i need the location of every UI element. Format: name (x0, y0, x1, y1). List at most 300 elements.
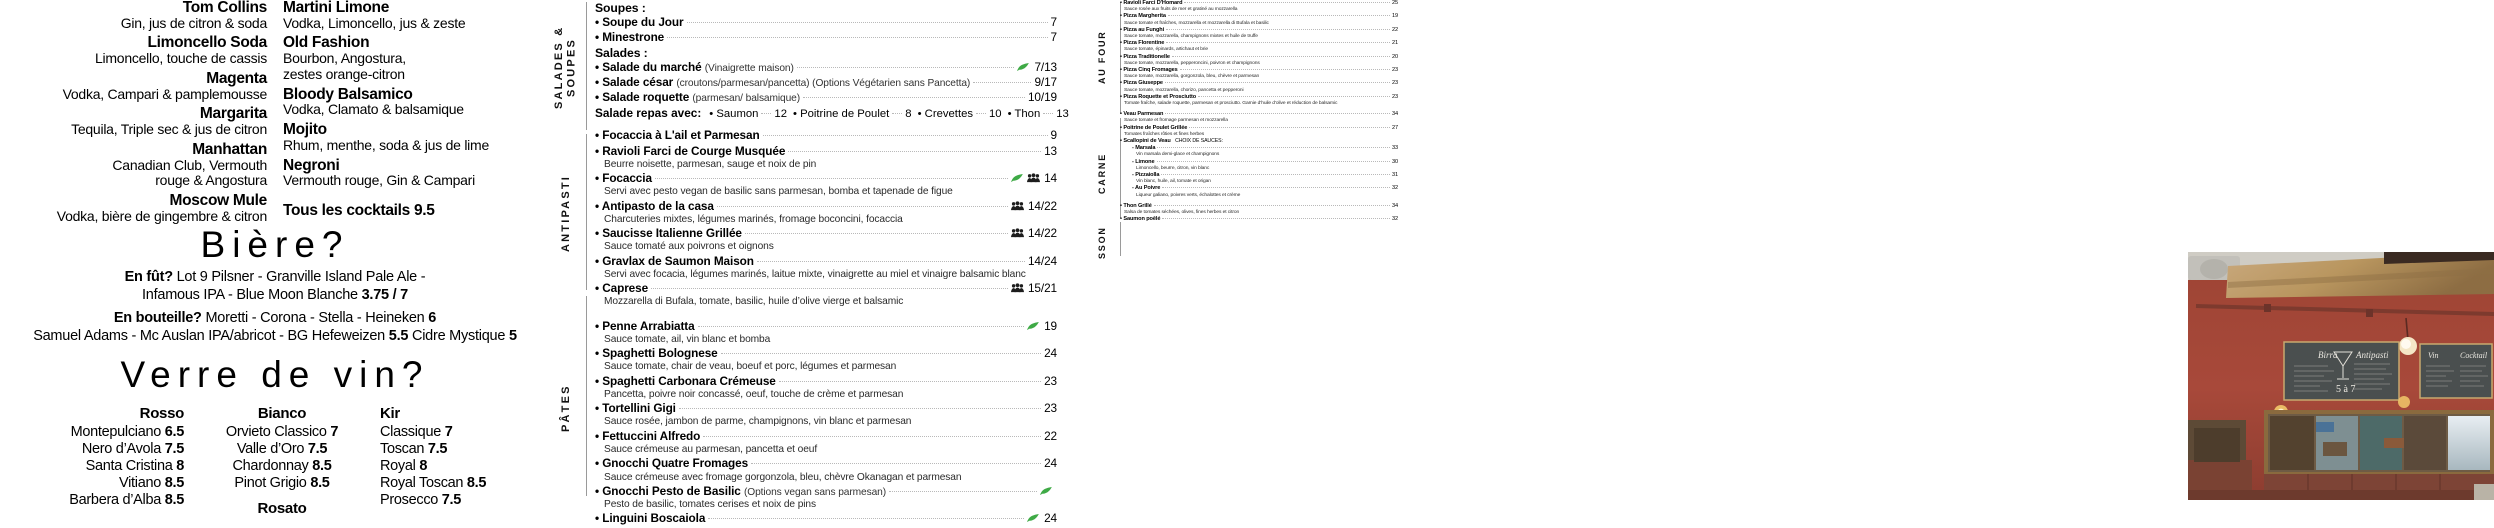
wine-name: Valle d’Oro (236, 440, 305, 457)
menu-item-note: (parmesan/ balsamique) (692, 93, 801, 105)
beer-draft-line-1 (0, 268, 550, 286)
leader-dots (779, 381, 1041, 382)
leader-dots (1043, 113, 1053, 114)
beer-draft-text-2: Infamous IPA - Blue Moon Blanche (142, 287, 358, 304)
menu-item (595, 60, 1057, 75)
menu-item (595, 484, 1057, 512)
leader-dots (1165, 82, 1390, 83)
drinks-panel (0, 0, 550, 518)
divider-pates (586, 296, 587, 496)
menu-item-icons (1027, 319, 1040, 329)
menu-item-description: Sauce tomate et fromage parmesan et mozzarella (1124, 118, 1228, 124)
menu-item-row (595, 171, 1057, 186)
side-tab-salades-soupes: SALADES & SOUPES (553, 25, 578, 109)
leader-dots (703, 436, 1041, 437)
menu-item-price: 9/17 (1034, 75, 1057, 90)
menu-item (1120, 216, 1398, 223)
menu-item-price: 14/22 (1011, 199, 1057, 214)
menu-item (595, 374, 1057, 402)
menu-item-name: - Limone (1132, 158, 1155, 165)
menu-item-name: • Veau Parmesan (1120, 111, 1164, 118)
menu-item-icons (1027, 511, 1040, 521)
leader-dots (1157, 161, 1390, 162)
wine-name: Vitiano (119, 475, 161, 492)
vegan-leaf-icon (1040, 485, 1053, 495)
cocktail-description: Vodka, Clamato & balsamique (283, 101, 464, 118)
leader-dots (1157, 147, 1390, 148)
menu-item (595, 226, 1057, 254)
menu-item-row (595, 401, 1057, 416)
menu-item-note: (Options vegan sans parmesan) (743, 486, 887, 498)
wine-row (0, 441, 184, 458)
menu-item-description: Sauce tomate, mozzarella, pepperoncini, poivron et champignons (1124, 60, 1260, 66)
menu-item-price: 32 (1391, 216, 1398, 223)
menu-item-price: 27 (1391, 124, 1398, 131)
beer-bottle-text-2: Samuel Adams - Mc Auslan IPA/abricot - BG Hefeweizen (33, 328, 385, 345)
menu-item (595, 401, 1057, 429)
salades-heading: Salades : (595, 46, 648, 61)
cider-price: 5 (508, 328, 517, 345)
beer-bottle-text-1: Moretti - Corona - Stella - Heineken (205, 310, 425, 327)
right-menu-panel (1094, 0, 2488, 500)
menu-item-row (1120, 27, 1398, 34)
cocktail-name: Limoncello Soda (147, 34, 267, 52)
menu-item-name: • Spaghetti Carbonara Crémeuse (595, 373, 776, 388)
menu-item-row (595, 199, 1057, 214)
menu-item-description: Mozzarella di Bufala, tomate, basilic, huile d’olive vierge et balsamic (604, 296, 904, 308)
salade-repas-option (1008, 108, 1069, 120)
menu-item-row (1120, 216, 1398, 223)
wine-name: Santa Cristina (85, 457, 173, 474)
wine-name: Barbera d’Alba (69, 492, 161, 509)
menu-item-description: Vin blanc, huile, ail, tomate et origan (1136, 179, 1211, 185)
leader-dots (803, 97, 1025, 98)
beer-draft-text-1: Lot 9 Pilsner - Granville Island Pale Ale - (176, 269, 426, 285)
menu-item (595, 75, 1057, 90)
menu-item (1120, 0, 1398, 13)
cocktail-description: Limoncello, touche de cassis (95, 50, 267, 67)
menu-item (595, 171, 1057, 199)
beer-bottle-label: En bouteille? (113, 310, 202, 327)
menu-item-row (1120, 80, 1398, 87)
cocktail-item (8, 71, 267, 102)
cocktail-name: Old Fashion (283, 34, 370, 52)
wine-name: Toscan (380, 440, 425, 457)
menu-item-name: • Penne Arrabiatta (595, 318, 695, 333)
wine-price: 8.5 (164, 492, 184, 509)
beer-bottle-line-1 (0, 309, 550, 327)
pates-section (595, 319, 1057, 527)
wine-category-heading: Kir (380, 405, 400, 422)
cocktail-item (8, 142, 267, 189)
side-tab-antipasti: ANTIPASTI (560, 174, 572, 252)
wine-row (196, 441, 368, 458)
cocktail-description: Vodka, Limoncello, jus & zeste (283, 14, 466, 31)
menu-item-name: • Minestrone (595, 30, 665, 45)
menu-item-description: Sauce tomate, mozzarella, chorizo, pancetta et pepperoni (1124, 87, 1244, 93)
wine-name: Classique (380, 423, 441, 440)
scallopini-sauce-item (1132, 172, 1398, 185)
leader-dots (745, 233, 1008, 234)
option-price: 8 (905, 108, 912, 121)
menu-item-price: 23 (1391, 80, 1398, 87)
cocktail-description: Gin, jus de citron & soda (120, 14, 267, 31)
salades-section (595, 46, 1069, 121)
menu-item-name: • Gnocchi Pesto de Basilic (Options vegan sans parmesan) (595, 483, 887, 498)
menu-item-row (595, 281, 1057, 296)
cocktail-name: Mojito (283, 121, 327, 139)
wine-name: Orvieto Classico (225, 423, 327, 440)
wine-row (196, 475, 368, 492)
menu-item-description: Sauce crémeuse au parmesan, pancetta et oeuf (604, 443, 818, 455)
wine-row (380, 424, 550, 441)
leader-dots (889, 491, 1037, 492)
beer-bottle-price-2: 5.5 (388, 328, 409, 345)
wine-row (380, 492, 550, 509)
wine-row (196, 458, 368, 475)
menu-item (595, 199, 1057, 227)
menu-item-price: 7 (1050, 15, 1057, 29)
menu-item (595, 254, 1057, 282)
menu-item-description: Sauce rosée, jambon de parme, champignons, vin blanc et parmesan (604, 416, 912, 428)
leader-dots (687, 22, 1048, 23)
menu-item (1120, 13, 1398, 26)
wine-row (0, 492, 184, 509)
menu-item-name: • Pizza au Funghi (1120, 26, 1165, 33)
leader-dots (757, 261, 1025, 262)
menu-item-price: 23 (1044, 401, 1057, 416)
menu-item-name: • Spaghetti Bolognese (595, 346, 718, 361)
shareable-group-icon (1011, 282, 1024, 292)
antipasti-section (595, 128, 1057, 308)
menu-item (595, 90, 1057, 105)
wine-name: Royal (380, 457, 416, 474)
menu-item-price: 20 (1391, 53, 1398, 60)
menu-item-description: Limoncello, beurre, citron, vin blanc (1136, 165, 1210, 171)
menu-item (595, 15, 1057, 30)
wine-row (380, 441, 550, 458)
leader-dots (892, 113, 902, 114)
scallopini-header-row (1120, 138, 1398, 145)
menu-item-name: - Marsala (1132, 145, 1156, 152)
menu-item-name: • Saumon poêlé (1120, 216, 1161, 223)
option-name: • Saumon (709, 108, 759, 121)
wine-row (0, 458, 184, 475)
menu-item-row (595, 226, 1057, 241)
menu-item-icons (1017, 60, 1030, 70)
menu-item-name: • Pizza Florentine (1120, 40, 1165, 47)
leader-dots (973, 82, 1031, 83)
menu-item-name: • Soupe du Jour (595, 15, 684, 29)
menu-item-name: • Fettuccini Alfredo (595, 428, 701, 443)
menu-item-icons (1011, 199, 1024, 209)
menu-item-price: 10/19 (1027, 90, 1057, 105)
menu-item-icons (1011, 281, 1024, 291)
leader-dots (1168, 15, 1390, 16)
salade-repas-option (709, 108, 787, 120)
cocktail-description: Canadian Club, Vermouth rouge & Angostura (112, 156, 267, 189)
wine-price: 8.5 (312, 457, 332, 474)
menu-item-price: 9 (1050, 128, 1057, 143)
menu-item-name: • Pizza Margherita (1120, 13, 1166, 20)
cocktail-item (283, 0, 542, 31)
leader-dots (698, 326, 1025, 327)
wine-subcategory-heading: Rosato (257, 500, 307, 518)
wine-price: 7.5 (307, 440, 328, 457)
wine-price: 8 (419, 457, 428, 474)
menu-item (595, 511, 1057, 526)
cocktail-name: Martini Limone (283, 0, 390, 16)
cocktail-item (8, 106, 267, 137)
menu-item-row (1120, 13, 1398, 20)
menu-item-price: 24 (1044, 456, 1057, 471)
menu-item-price: 13 (1044, 143, 1057, 158)
cocktail-name: Manhattan (192, 140, 267, 158)
wine-column-kir (368, 405, 550, 519)
menu-item-price: 21 (1391, 40, 1398, 47)
wine-price: 8 (176, 457, 184, 474)
scallopini-sauce-item (1132, 159, 1398, 172)
menu-item-price: 7 (1050, 30, 1057, 45)
cocktails-section (0, 0, 550, 222)
option-name: • Crevettes (917, 108, 974, 121)
menu-item-name: • Gravlax de Saumon Maison (595, 253, 754, 268)
menu-item-row (595, 484, 1057, 499)
wine-price: 7.5 (164, 440, 184, 457)
menu-item-description: Vin marsala demi-glace et champignons (1136, 152, 1220, 158)
cocktails-column-right (275, 0, 550, 222)
cocktails-column-left (0, 0, 275, 222)
menu-item-description: Pancetta, poivre noir concassé, oeuf, touche de crème et parmesan (604, 388, 904, 400)
cocktails-all-price: Tous les cocktails 9.5 (283, 202, 435, 220)
menu-item (1120, 67, 1398, 80)
wine-price: 8.5 (310, 475, 330, 492)
wine-row (0, 424, 184, 441)
leader-dots (797, 67, 1015, 68)
menu-item-description: Tomates fraîches rôties et fines herbes (1124, 131, 1205, 137)
menu-item (1120, 27, 1398, 40)
leader-dots (651, 288, 1008, 289)
menu-item-icons (1011, 226, 1024, 236)
menu-item-description: Liqueur galiano, poivres verts, échalottes et crème (1136, 192, 1241, 198)
leader-dots (763, 135, 1048, 136)
menu-item-name: • Focaccia (595, 171, 652, 186)
cocktail-name: Bloody Balsamico (283, 85, 413, 103)
menu-item-description: Sauce tomaté aux poivrons et oignons (604, 241, 774, 253)
menu-item-row (595, 346, 1057, 361)
menu-item-description: Servi avec focacia, légumes marinés, laitue mixte, vinaigrette au miel et vinaigre balsamic blanc (604, 268, 1026, 280)
menu-item-description: Sauce tomate et fraîches, mozzarella et mozzarella di Bufala et basilic (1124, 20, 1269, 26)
cocktail-name: Tom Collins (182, 0, 267, 16)
menu-item-row (1132, 159, 1398, 166)
menu-item-name: • Ravioli Farci de Courge Musquée (595, 143, 786, 158)
menu-item-price: 32 (1391, 185, 1398, 192)
leader-dots (1166, 42, 1390, 43)
scallopini-sauce-item (1132, 145, 1398, 158)
vegan-leaf-icon (1011, 172, 1024, 182)
shareable-group-icon (1011, 227, 1024, 237)
menu-item-price: 7/13 (1017, 60, 1057, 75)
menu-item-description: Salsa de tomates séchées, olives, fines herbes et citron (1124, 210, 1240, 215)
menu-item (595, 456, 1057, 484)
menu-item-description: Sauce tomate, mozzarella, champignons mixtes et huile de truffe (1124, 34, 1258, 40)
leader-dots (708, 518, 1024, 519)
cocktail-description: Rhum, menthe, soda & jus de lime (283, 136, 489, 153)
menu-item-note: (Vinaigrette maison) (704, 63, 794, 75)
scallopini-sauce-item (1132, 185, 1398, 198)
menu-item-description: Sauce tomate, épinards, artichaut et brie (1124, 47, 1208, 53)
leader-dots (788, 151, 1041, 152)
menu-item-row (595, 511, 1057, 526)
side-tab-pates: PÂTES (560, 384, 572, 432)
wine-row (380, 475, 550, 492)
cocktail-name: Magenta (206, 69, 267, 87)
scallopini-name: • Scallopini de Veau CHOIX DE SAUCES: (1120, 137, 1223, 144)
menu-item-price: 30 (1391, 158, 1398, 165)
menu-item (595, 281, 1057, 309)
beer-bottle-line-2 (0, 327, 550, 345)
beer-title: Bière? (200, 224, 350, 265)
wine-section (0, 356, 550, 519)
wine-category-heading: Rosso (139, 405, 184, 422)
shareable-group-icon (1027, 172, 1040, 182)
scallopini-sauce-label: CHOIX DE SAUCES: (1175, 137, 1223, 144)
cocktail-item (283, 122, 542, 153)
soupes-section (595, 1, 1057, 45)
svg-text:5 à 7: 5 à 7 (2336, 384, 2356, 395)
menu-item-row (595, 60, 1057, 75)
wine-row (380, 458, 550, 475)
menu-item (595, 30, 1057, 45)
leader-dots (1172, 56, 1390, 57)
menu-item-row (1132, 185, 1398, 192)
wine-name: Royal Toscan (380, 475, 464, 492)
wine-column-rosso (0, 405, 196, 519)
divider-antipasti (586, 134, 587, 290)
leader-dots (1180, 69, 1390, 70)
vegan-leaf-icon (1027, 320, 1040, 330)
menu-item-row (595, 319, 1057, 334)
menu-item-price: 14 (1011, 171, 1057, 186)
center-menu-panel (595, 0, 1069, 526)
menu-item-name: • Pizza Traditionelle (1120, 53, 1170, 60)
menu-item (1120, 94, 1398, 107)
menu-item-name: • Caprese (595, 281, 649, 296)
side-tab-au-four: AU FOUR (1097, 30, 1107, 84)
wine-price: 6.5 (164, 423, 184, 440)
menu-item-note: (croutons/parmesan/pancetta) (Options Végétarien sans Pancetta) (676, 78, 971, 90)
cocktail-item (283, 158, 542, 189)
wine-price: 7.5 (427, 440, 448, 457)
menu-item-name: • Salade césar (croutons/parmesan/pancetta) (Options Végétarien sans Pancetta) (595, 75, 971, 90)
menu-item-name: • Linguini Boscaiola (595, 511, 706, 526)
svg-text:Cocktail: Cocktail (2460, 351, 2488, 360)
menu-item-description: Sauce tomate, mozzarella, gorgonzola, bleu, chèvre et parmesan (1124, 74, 1260, 80)
leader-dots (1165, 113, 1390, 114)
menu-item-icons (1011, 171, 1040, 181)
leader-dots (721, 353, 1041, 354)
menu-item-price: 24 (1044, 346, 1057, 361)
option-price: 13 (1056, 108, 1069, 121)
wine-name: Montepulciano (70, 423, 161, 440)
cocktail-name: Margarita (199, 105, 267, 123)
menu-item (1120, 111, 1398, 124)
wine-row (0, 475, 184, 492)
right-items-list (1120, 0, 1400, 252)
beer-bottle-price-1: 6 (428, 310, 437, 327)
menu-item-name: • Pizza Cinq Fromages (1120, 66, 1178, 73)
menu-item-name: • Focaccia à L'ail et Parmesan (595, 128, 760, 143)
menu-item-row (595, 90, 1057, 105)
menu-item-price: 22 (1044, 428, 1057, 443)
leader-dots (1162, 218, 1390, 219)
cocktail-item (283, 87, 542, 118)
menu-item-name: • Antipasto de la casa (595, 198, 714, 213)
salade-repas-row (595, 106, 1069, 121)
menu-item (1120, 80, 1398, 93)
wine-category-heading: Bianco (257, 405, 307, 422)
menu-item-name: - Au Poivre (1132, 185, 1161, 192)
menu-item (595, 128, 1057, 143)
menu-item (595, 319, 1057, 347)
option-name: • Poitrine de Poulet (793, 108, 890, 121)
menu-item (595, 346, 1057, 374)
menu-item-row (595, 30, 1057, 45)
menu-item-name: • Salade roquette (parmesan/ balsamique) (595, 90, 801, 105)
option-price: 10 (989, 108, 1002, 121)
cocktail-description: Vermouth rouge, Gin & Campari (283, 172, 475, 189)
menu-item-description: Servi avec pesto vegan de basilic sans parmesan, bomba et tapenade de figue (604, 186, 953, 198)
menu-item-description: Pesto de basilic, tomates cerises et noix de pins (604, 499, 816, 511)
wine-name: Nero d’Avola (81, 440, 161, 457)
menu-item-row (595, 75, 1057, 90)
menu-item-description: Sauce rosée aux fruits de mer et gratiné au mozzarella (1124, 7, 1238, 13)
cocktail-description: Vodka, bière de gingembre & citron (56, 207, 267, 224)
leader-dots (1162, 187, 1390, 188)
leader-dots (976, 113, 986, 114)
menu-item-price: 24 (1027, 511, 1057, 526)
wine-price: 8.5 (466, 475, 487, 492)
wine-price: 7 (330, 423, 339, 440)
cider-name: Cidre Mystique (411, 328, 506, 345)
wine-price: 8.5 (164, 475, 184, 492)
menu-item-description: Charcuteries mixtes, légumes marinés, fromage boconcini, focaccia (604, 213, 903, 225)
svg-text:Vin: Vin (2428, 351, 2439, 360)
salade-repas-option (793, 108, 912, 120)
wine-name: Pinot Grigio (234, 475, 307, 492)
menu-item-description: Tomate fraîche, salade roquette, parmesan et prosciutto. Garnie d’huile d’olive et réduction de balsamic (1124, 101, 1338, 106)
menu-item-name: • Gnocchi Quatre Fromages (595, 456, 749, 471)
wine-title: Verre de vin? (120, 354, 430, 395)
menu-item (1120, 203, 1398, 216)
beer-draft-label: En fût? (124, 269, 173, 285)
beer-section (0, 226, 550, 346)
beer-draft-price: 3.75 / 7 (361, 287, 408, 304)
leader-dots (679, 408, 1041, 409)
menu-item-description: Beurre noisette, parmesan, sauge et noix de pin (604, 158, 817, 170)
wine-name: Prosecco (380, 492, 439, 509)
leader-dots (1161, 174, 1390, 175)
vegan-leaf-icon (1027, 512, 1040, 522)
menu-item-row (595, 128, 1057, 143)
menu-item-price: 23 (1391, 66, 1398, 73)
menu-item (595, 144, 1057, 172)
menu-item-name: • Pizza Giuseppe (1120, 80, 1163, 87)
leader-dots (1154, 205, 1390, 206)
menu-item-description: Sauce crémeuse avec fromage gorgonzola, bleu, chèvre Okanagan et parmesan (604, 471, 962, 483)
menu-item-price: 25 (1391, 0, 1398, 6)
menu-item (1120, 40, 1398, 53)
